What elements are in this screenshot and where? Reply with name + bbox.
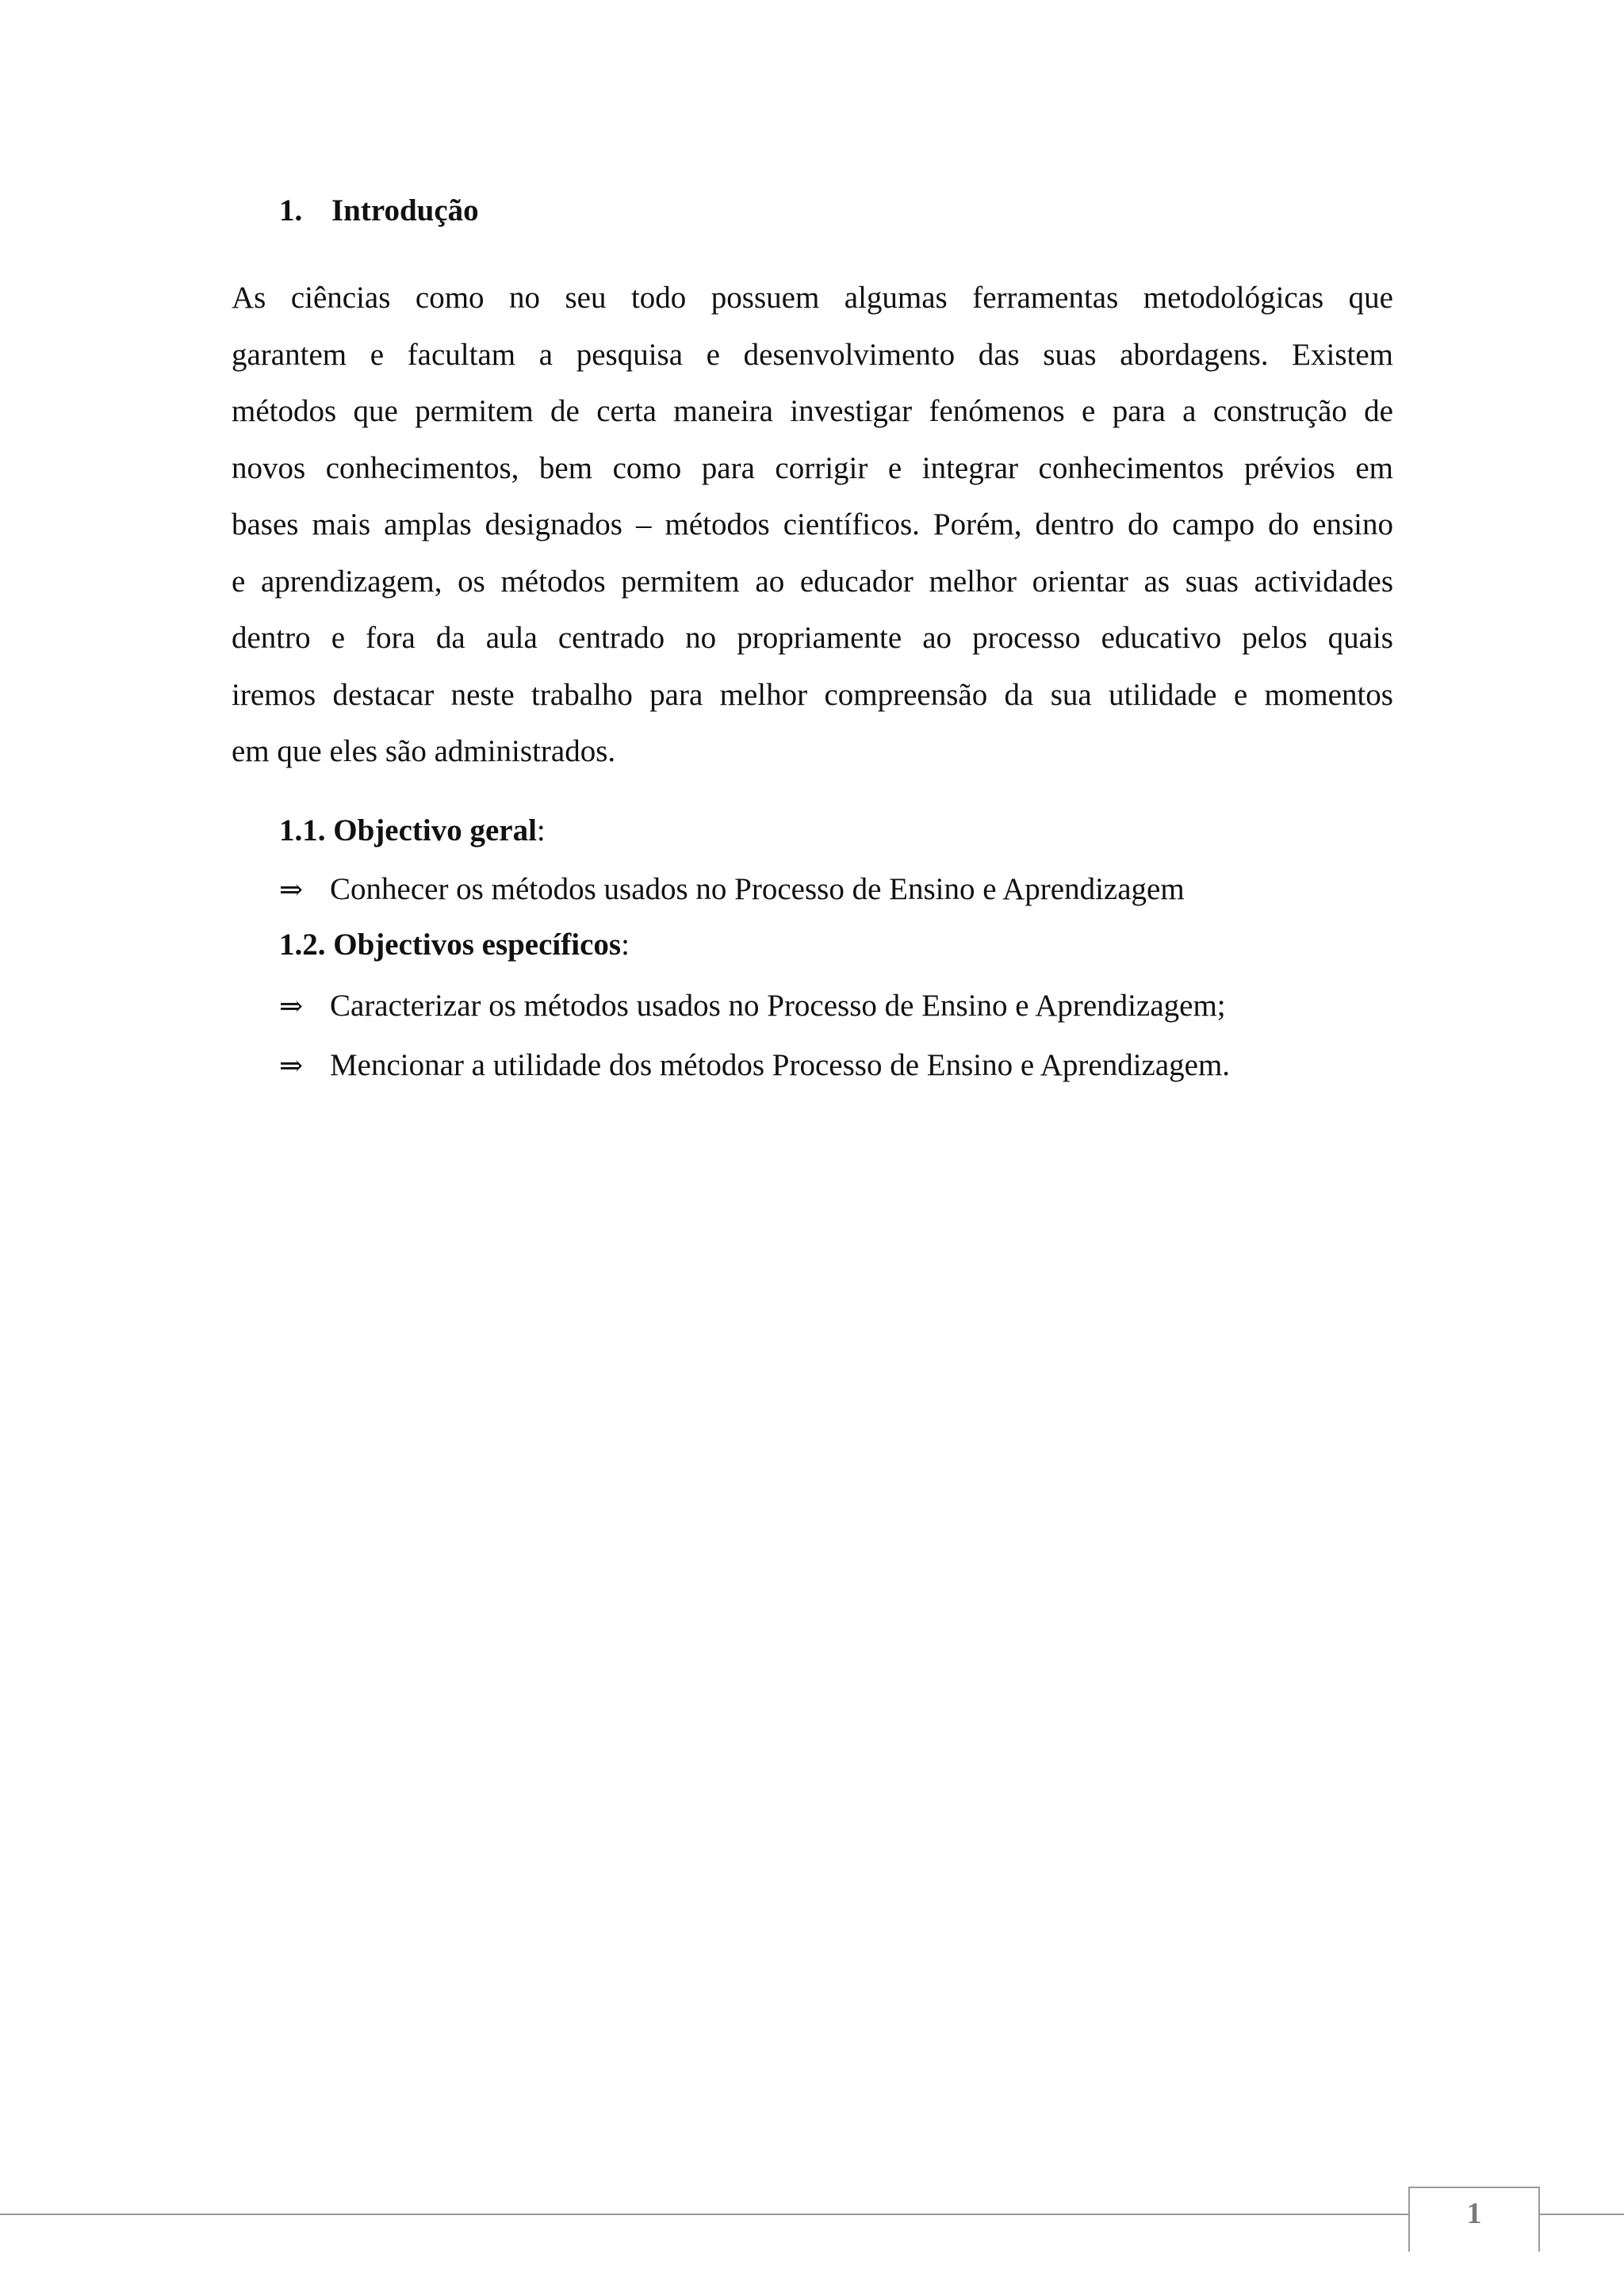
heading-colon: : [536,813,546,848]
paragraph-line: em que eles são administrados. [232,734,616,768]
general-objective-label: 1.1. Objectivo geral [279,813,537,848]
page-number: 1 [1466,2197,1482,2230]
list-item [279,867,1185,913]
list-item-text: Conhecer os métodos usados no Processo de Ensino e Aprendizagem [330,872,1185,906]
heading-colon: : [621,928,630,962]
footer-rule [0,2214,1410,2215]
paragraph-line: As ciências como no seu todo possuem algumas ferramentas metodológicas que [232,281,1393,315]
paragraph-line: métodos que permitem de certa maneira investigar fenómenos e para a construção de [232,394,1393,428]
double-arrow-icon: ⇒ [279,874,304,906]
page-number-box [1408,2187,1540,2252]
paragraph-line: iremos destacar neste trabalho para melhor compreensão da sua utilidade e momentos [232,677,1393,712]
intro-paragraph [232,270,1393,780]
specific-objectives-label: 1.2. Objectivos específicos [279,928,622,962]
paragraph-line: dentro e fora da aula centrado no propriamente ao processo educativo pelos quais [232,621,1393,655]
double-arrow-icon: ⇒ [279,990,304,1023]
general-objective-heading [279,809,546,853]
specific-objectives-heading [279,923,630,967]
paragraph-line: garantem e facultam a pesquisa e desenvolvimento das suas abordagens. Existem [232,337,1393,372]
list-item [279,1043,1230,1089]
section-title: Introdução [331,193,479,228]
list-item-text: Mencionar a utilidade dos métodos Processo de Ensino e Aprendizagem. [330,1048,1231,1082]
footer-rule [1538,2214,1624,2215]
list-item [279,984,1226,1029]
list-item-text: Caracterizar os métodos usados no Processo de Ensino e Aprendizagem; [330,989,1226,1023]
paragraph-line: bases mais amplas designados – métodos científicos. Porém, dentro do campo do ensino [232,507,1393,541]
paragraph-line: novos conhecimentos, bem como para corrigir e integrar conhecimentos prévios em [232,450,1393,485]
double-arrow-icon: ⇒ [279,1050,304,1082]
section-heading [279,189,479,233]
section-number: 1. [279,193,303,228]
paragraph-line: e aprendizagem, os métodos permitem ao educador melhor orientar as suas actividades [232,564,1393,599]
